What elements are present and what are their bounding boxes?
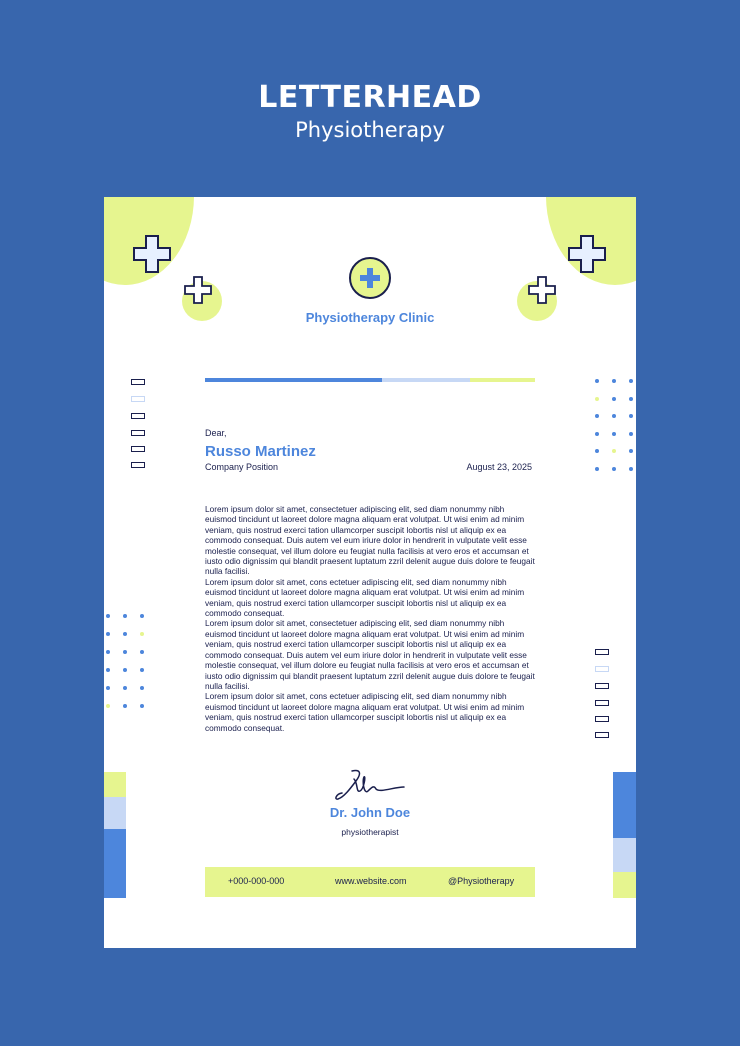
- right-band-yellow: [613, 872, 636, 898]
- decor-dot: [612, 449, 616, 453]
- plus-cross-icon: [359, 267, 381, 289]
- decor-rect: [131, 379, 145, 385]
- right-band-lightblue: [613, 838, 636, 872]
- decor-dot: [140, 650, 144, 654]
- decor-dot: [612, 414, 616, 418]
- decor-dot: [140, 614, 144, 618]
- decor-dot: [612, 432, 616, 436]
- salutation: Dear,: [205, 428, 227, 438]
- body-paragraph: Lorem ipsum dolor sit amet, cons ectetuer adipiscing elit, sed diam nonummy nibh euismod tincidunt ut laoreet dolore magna aliquam erat volutpat. Ut wisi enim ad minim veniam, quis nostrud exerci tation ullamcorper suscipit lobortis nisl ut aliquip ex ea commodo consequat.: [205, 576, 525, 619]
- decor-dot: [140, 632, 144, 636]
- decor-dot: [595, 449, 599, 453]
- decor-dot: [629, 379, 633, 383]
- decor-rect: [595, 666, 609, 672]
- plus-cross-icon: [131, 233, 173, 275]
- decor-dot: [595, 467, 599, 471]
- body-paragraph: Lorem ipsum dolor sit amet, consectetuer adipiscing elit, sed diam nonummy nibh euismod tincidunt ut laoreet dolore magna aliquam erat volutpat. Ut wisi enim ad minim veniam, quis nostrud exerci tation ullamcorper suscipit lobortis nisl ut aliquip ex ea commodo consequat. Duis autem vel eum iriure dolor in hendrerit in vulputate velit esse molestie consequat, vel illum dolore eu feugiat nulla facilisis at vero eros et accumsan et iusto odio dignissim qui blandit praesent luptatum zzril delenit augue duis dolore te feugait nulla facilisi.: [205, 504, 535, 577]
- letter-date: August 23, 2025: [466, 462, 532, 472]
- decor-dot: [123, 686, 127, 690]
- decor-dot: [106, 704, 110, 708]
- letter-body: [205, 504, 535, 733]
- body-paragraph: Lorem ipsum dolor sit amet, consectetuer adipiscing elit, sed diam nonummy nibh euismod tincidunt ut laoreet dolore magna aliquam erat volutpat. Ut wisi enim ad minim veniam, quis nostrud exerci tation ullamcorper suscipit lobortis nisl ut aliquip ex ea commodo consequat. Duis autem vel eum iriure dolor in hendrerit in vulputate velit esse molestie consequat, vel illum dolore eu feugiat nulla facilisis at vero eros et accumsan et iusto odio dignissim qui blandit praesent luptatum zzril delenit augue duis dolore te feugait nulla facilisi.: [205, 618, 535, 691]
- left-band-blue: [104, 829, 126, 898]
- decor-dot: [123, 704, 127, 708]
- page-title: LETTERHEAD: [258, 80, 482, 115]
- recipient-name: Russo Martinez: [205, 443, 316, 460]
- body-paragraph: Lorem ipsum dolor sit amet, cons ectetuer adipiscing elit, sed diam nonummy nibh euismod tincidunt ut laoreet dolore magna aliquam erat volutpat. Ut wisi enim ad minim veniam, quis nostrud exerci tation ullamcorper suscipit lobortis nisl ut aliquip ex ea commodo consequat.: [205, 691, 525, 733]
- decor-dot: [123, 668, 127, 672]
- decor-dot: [612, 397, 616, 401]
- decor-dot: [140, 668, 144, 672]
- decor-dot: [123, 614, 127, 618]
- contact-footer: [205, 867, 535, 897]
- recipient-position: Company Position: [205, 462, 279, 472]
- plus-cross-icon: [183, 275, 213, 305]
- decor-rect: [131, 430, 145, 436]
- signer-name: Dr. John Doe: [329, 805, 411, 820]
- decor-rect: [131, 446, 145, 452]
- decor-rect: [595, 732, 609, 738]
- decor-dot: [595, 397, 599, 401]
- decor-dot: [595, 379, 599, 383]
- decor-dot: [612, 467, 616, 471]
- header-rule-blue: [205, 378, 382, 382]
- clinic-logo: [349, 257, 391, 299]
- header-rule-yellow: [470, 378, 535, 382]
- decor-rect: [595, 716, 609, 722]
- decor-dot: [123, 632, 127, 636]
- decor-dot: [106, 632, 110, 636]
- plus-cross-icon: [566, 233, 608, 275]
- decor-dot: [612, 379, 616, 383]
- decor-dot: [123, 650, 127, 654]
- letterhead-paper: [104, 197, 636, 948]
- signature-mark: [334, 769, 406, 803]
- decor-dot: [106, 686, 110, 690]
- decor-dot: [595, 414, 599, 418]
- decor-rect: [595, 683, 609, 689]
- decor-dot: [140, 686, 144, 690]
- decor-rect: [595, 700, 609, 706]
- decor-dot: [106, 650, 110, 654]
- decor-dot: [629, 467, 633, 471]
- decor-rect: [131, 413, 145, 419]
- decor-dot: [629, 449, 633, 453]
- footer-phone: +000-000-000: [228, 876, 285, 886]
- plus-cross-icon: [527, 275, 557, 305]
- decor-rect: [131, 396, 145, 402]
- header-rule-lightblue: [382, 378, 470, 382]
- left-band-yellow: [104, 772, 126, 797]
- decor-dot: [106, 668, 110, 672]
- decor-dot: [629, 432, 633, 436]
- decor-dot: [140, 704, 144, 708]
- page-subtitle: Physiotherapy: [295, 118, 445, 142]
- decor-dot: [595, 432, 599, 436]
- footer-website: www.website.com: [335, 876, 407, 886]
- signer-role: physiotherapist: [341, 827, 399, 837]
- decor-rect: [595, 649, 609, 655]
- decor-rect: [131, 462, 145, 468]
- decor-dot: [629, 397, 633, 401]
- clinic-name: Physiotherapy Clinic: [305, 310, 435, 325]
- decor-dot: [629, 414, 633, 418]
- decor-dot: [106, 614, 110, 618]
- footer-social: @Physiotherapy: [448, 876, 515, 886]
